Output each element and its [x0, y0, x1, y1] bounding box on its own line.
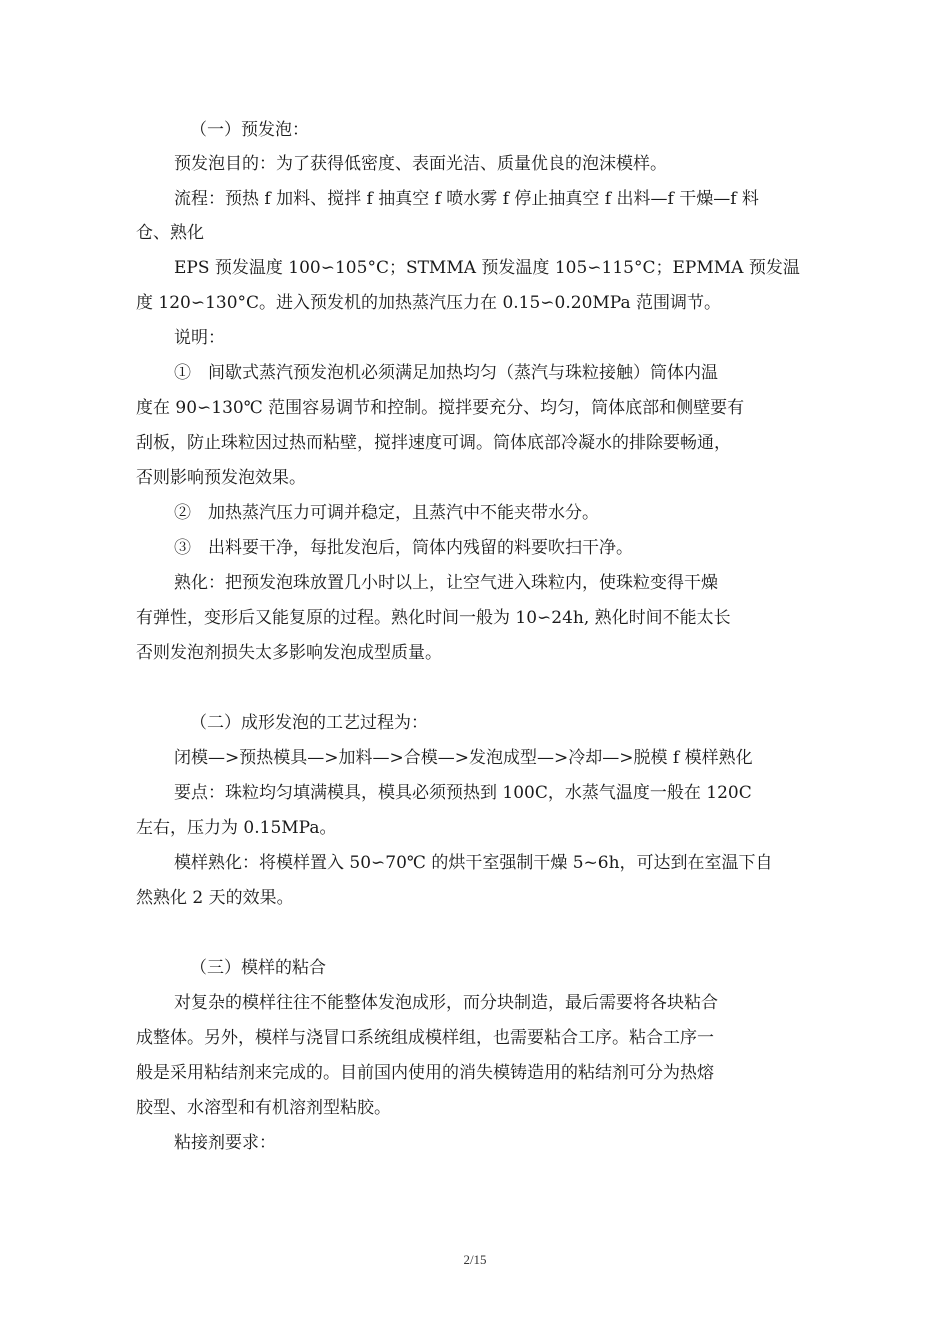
section1-note1-line1: ① 间歇式蒸汽预发泡机必须满足加热均匀（蒸汽与珠粒接触）筒体内温 — [174, 363, 718, 383]
section2-heading: （二）成形发泡的工艺过程为： — [190, 713, 428, 733]
section2-process: 闭模—>预热模具—>加料—>合模—>发泡成型—>冷却—>脱模 f 模样熟化 — [174, 748, 753, 768]
section1-note2: ② 加热蒸汽压力可调并稳定，且蒸汽中不能夹带水分。 — [174, 503, 599, 523]
section1-heading: （一）预发泡： — [190, 120, 309, 140]
section3-para-line4: 胶型、水溶型和有机溶剂型粘胶。 — [136, 1098, 391, 1118]
section1-note1-line3: 刮板，防止珠粒因过热而粘壁，搅拌速度可调。筒体底部冷凝水的排除要畅通， — [136, 433, 731, 453]
section1-process-line1: 流程：预热 f 加料、搅拌 f 抽真空 f 喷水雾 f 停止抽真空 f 出料—f 干燥—f 料 — [174, 189, 759, 209]
section1-note1-line2: 度在 90∽130℃ 范围容易调节和控制。搅拌要充分、均匀，筒体底部和侧壁要有 — [136, 398, 745, 418]
section3-requirements-label: 粘接剂要求： — [174, 1133, 276, 1153]
section2-keypoint-line2: 左右，压力为 0.15MPa。 — [136, 818, 337, 838]
section1-aging-line3: 否则发泡剂损失太多影响发泡成型质量。 — [136, 643, 442, 663]
section1-temp-line1: EPS 预发温度 100∽105°C；STMMA 预发温度 105∽115°C；EPMMA 预发温 — [174, 258, 800, 278]
section2-keypoint-line1: 要点：珠粒均匀填满模具，模具必须预热到 100C，水蒸气温度一般在 120C — [174, 783, 752, 803]
section1-temp-line2: 度 120∽130°C。进入预发机的加热蒸汽压力在 0.15∽0.20MPa 范围调节。 — [136, 293, 722, 313]
section3-para-line1: 对复杂的模样往往不能整体发泡成形，而分块制造，最后需要将各块粘合 — [174, 993, 718, 1013]
section1-purpose: 预发泡目的：为了获得低密度、表面光洁、质量优良的泡沫模样。 — [174, 154, 667, 174]
section3-para-line2: 成整体。另外，模样与浇冒口系统组成模样组，也需要粘合工序。粘合工序一 — [136, 1028, 714, 1048]
section1-aging-line1: 熟化：把预发泡珠放置几小时以上，让空气进入珠粒内，使珠粒变得干燥 — [174, 573, 718, 593]
section1-process-line2: 仓、熟化 — [136, 223, 204, 243]
section1-note-label: 说明： — [174, 328, 225, 348]
section2-pattern-aging-line2: 然熟化 2 天的效果。 — [136, 888, 294, 908]
section1-note1-line4: 否则影响预发泡效果。 — [136, 468, 306, 488]
section3-para-line3: 般是采用粘结剂来完成的。目前国内使用的消失模铸造用的粘结剂可分为热熔 — [136, 1063, 714, 1083]
section1-note3: ③ 出料要干净，每批发泡后，筒体内残留的料要吹扫干净。 — [174, 538, 633, 558]
page-number: 2/15 — [463, 1252, 487, 1267]
section3-heading: （三）模样的粘合 — [190, 958, 326, 978]
section1-aging-line2: 有弹性，变形后又能复原的过程。熟化时间一般为 10∽24h, 熟化时间不能太长 — [136, 608, 731, 628]
section2-pattern-aging-line1: 模样熟化：将模样置入 50∽70℃ 的烘干室强制干燥 5~6h，可达到在室温下自 — [174, 853, 773, 873]
